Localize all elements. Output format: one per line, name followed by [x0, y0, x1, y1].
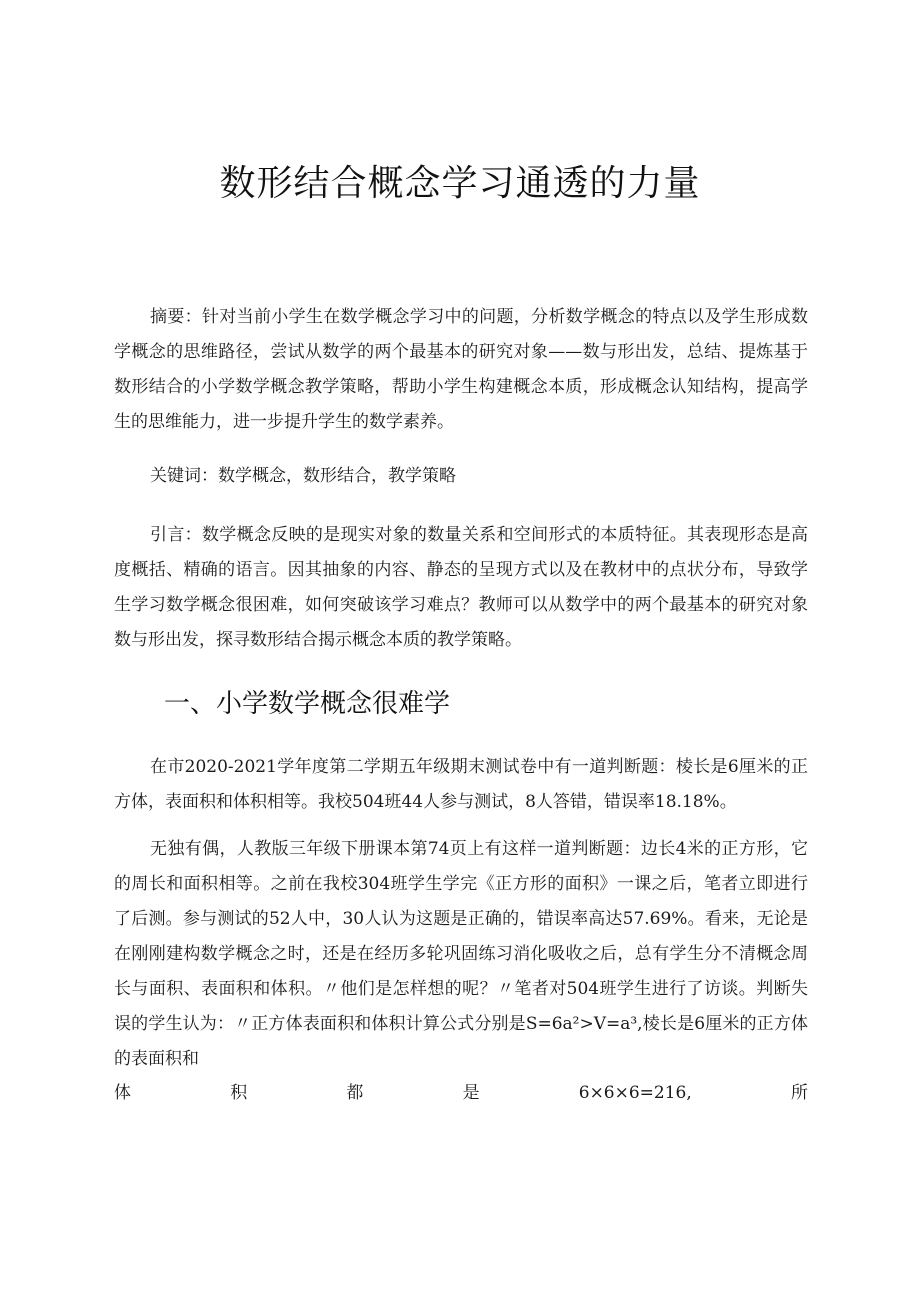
body-paragraph-1: 在市2020-2021学年度第二学期五年级期末测试卷中有一道判断题：棱长是6厘米的正方体，表面积和体积相等。我校504班44人参与测试，8人答错，错误率18.18%。	[114, 757, 808, 812]
last-line-word: 是	[462, 1083, 480, 1103]
last-line-word: 所	[790, 1083, 808, 1103]
body-paragraph-2: 无独有偶，人教版三年级下册课本第74页上有这样一道判断题：边长4米的正方形，它的周长和面积相等。之前在我校304班学生学完《正方形的面积》一课之后，笔者立即进行了后测。参与测试的52人中，30人认为这题是正确的，错误率高达57.69%。看来，无论是在刚刚建构数学概念之时，还是在经历多轮巩固练习消化吸收之后，总有学生分不清概念周长与面积、表面积和体积。〃他们是怎样想的呢？〃笔者对504班学生进行了访谈。判断失误的学生认为：〃正方体表面积和体积计算公式分别是S=6a²>V=a³,棱长是6厘米的正方体的表面积和	[114, 839, 808, 1069]
last-line-word: 都	[346, 1083, 364, 1103]
document-title: 数形结合概念学习通透的力量	[219, 163, 701, 204]
last-line-word: 积	[230, 1083, 248, 1103]
justified-last-line	[114, 1076, 808, 1111]
last-line-word: 体	[114, 1083, 131, 1103]
keywords-paragraph: 关键词：数学概念，数形结合，教学策略	[150, 466, 456, 486]
intro-paragraph: 引言：数学概念反映的是现实对象的数量关系和空间形式的本质特征。其表现形态是高度概括、精确的语言。因其抽象的内容、静态的呈现方式以及在教材中的点状分布，导致学生学习数学概念很困难，如何突破该学习难点？教师可以从数学中的两个最基本的研究对象数与形出发，探寻数形结合揭示概念本质的教学策略。	[114, 525, 808, 650]
last-line-word: 6×6×6=216,	[578, 1083, 692, 1103]
section-heading: 一、小学数学概念很难学	[164, 689, 451, 719]
abstract-paragraph: 摘要：针对当前小学生在数学概念学习中的问题，分析数学概念的特点以及学生形成数学概念的思维路径，尝试从数学的两个最基本的研究对象——数与形出发，总结、提炼基于数形结合的小学数学概念教学策略，帮助小学生构建概念本质，形成概念认知结构，提高学生的思维能力，进一步提升学生的数学素养。	[114, 307, 808, 432]
